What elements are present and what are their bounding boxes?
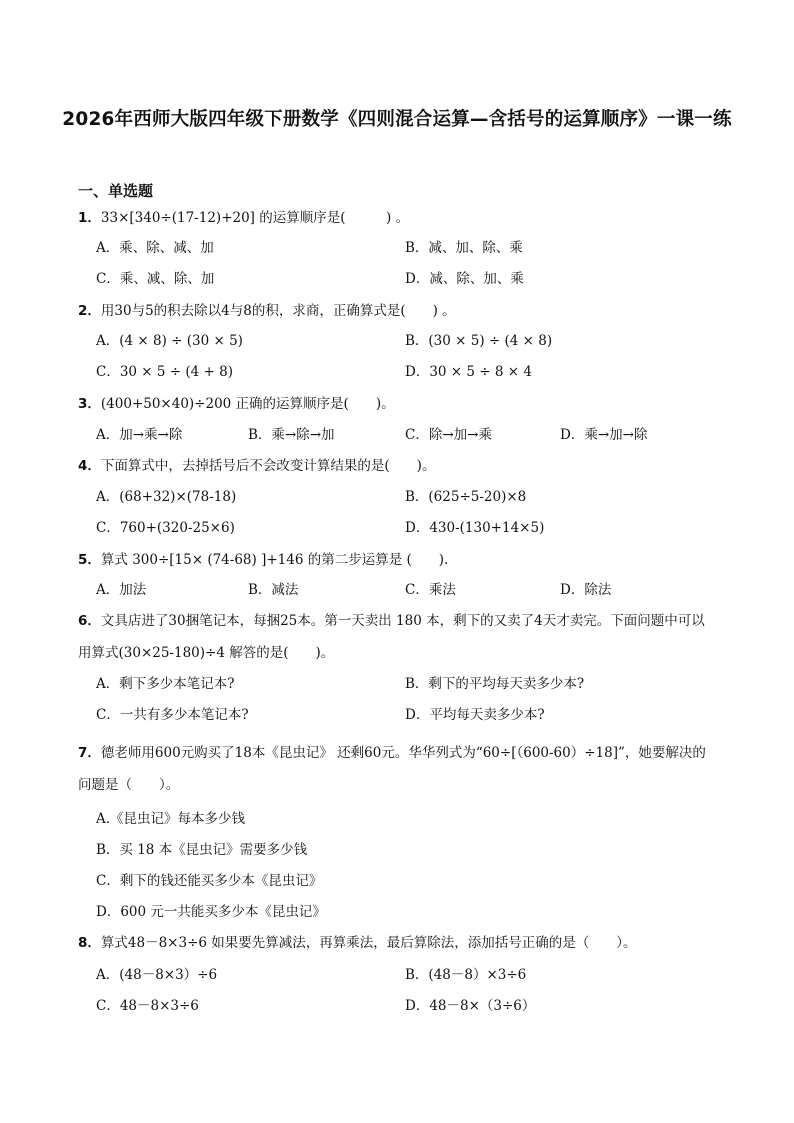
question-1 — [78, 208, 409, 228]
question-8 — [78, 933, 637, 953]
option-a[interactable]: A．(48－8×3）÷6 — [96, 967, 218, 983]
question-number: 5． — [78, 552, 101, 568]
section-heading: 一、单选题 — [78, 182, 154, 200]
question-number: 3． — [78, 396, 101, 412]
option-b[interactable]: B．(48－8）×3÷6 — [405, 967, 527, 983]
option-c[interactable]: C．30 × 5 ÷ (4 + 8) — [96, 364, 233, 380]
option-a[interactable]: A．(68+32)×(78-18) — [96, 489, 237, 505]
option-d[interactable]: D．30 × 5 ÷ 8 × 4 — [405, 364, 532, 380]
option-c[interactable]: C．48－8×3÷6 — [96, 998, 199, 1014]
option-c[interactable]: C．一共有多少本笔记本? — [96, 707, 249, 723]
option-d[interactable]: D．除法 — [560, 582, 612, 598]
option-a[interactable]: A．乘、除、减、加 — [96, 240, 214, 256]
option-a[interactable]: A．加法 — [96, 582, 147, 598]
question-5 — [78, 550, 448, 570]
question-text: 算式48－8×3÷6 如果要先算减法，再算乘法，最后算除法，添加括号正确的是（ ）。 — [100, 935, 637, 951]
option-b[interactable]: B．乘→除→加 — [248, 427, 335, 443]
option-b[interactable]: B．(30 × 5) ÷ (4 × 8) — [405, 333, 553, 349]
question-text: 算式 300÷[15× (74-68) ]+146 的第二步运算是 ( ). — [100, 552, 449, 568]
question-text: 德老师用600元购买了18本《昆虫记》 还剩60元。华华列式为“60÷[（600-60）÷18]”，她要解决的问题是（ ）。 — [78, 745, 706, 793]
question-7 — [78, 737, 718, 801]
option-c[interactable]: C．乘、减、除、加 — [96, 271, 215, 287]
option-b[interactable]: B．剩下的平均每天卖多少本? — [405, 676, 585, 692]
option-d[interactable]: D．平均每天卖多少本? — [405, 707, 545, 723]
option-a[interactable]: A．加→乘→除 — [96, 427, 183, 443]
question-3 — [78, 394, 395, 414]
question-text: 下面算式中，去掉括号后不会改变计算结果的是( )。 — [100, 458, 436, 474]
question-2 — [78, 301, 456, 321]
question-number: 2． — [78, 303, 101, 319]
option-a[interactable]: A．剩下多少本笔记本? — [96, 676, 235, 692]
question-number: 6． — [78, 613, 101, 629]
worksheet-title: 2026年西师大版四年级下册数学《四则混合运算—含括号的运算顺序》一课一练 — [62, 109, 732, 130]
option-d[interactable]: D．减、除、加、乘 — [405, 271, 524, 287]
question-number: 1． — [78, 210, 101, 226]
option-d[interactable]: D．乘→加→除 — [560, 427, 648, 443]
option-d[interactable]: D．430-(130+14×5) — [405, 520, 545, 536]
option-a[interactable]: A.《昆虫记》每本多少钱 — [96, 811, 246, 827]
question-4 — [78, 456, 435, 476]
option-d[interactable]: D．600 元一共能买多少本《昆虫记》 — [96, 904, 326, 920]
question-number: 4． — [78, 458, 101, 474]
question-number: 8． — [78, 935, 101, 951]
option-c[interactable]: C．760+(320-25×6) — [96, 520, 235, 536]
question-text: (400+50×40)÷200 正确的运算顺序是( )。 — [100, 396, 395, 412]
question-text: 用30与5的积去除以4与8的积，求商，正确算式是( ) 。 — [100, 303, 456, 319]
option-c[interactable]: C．剩下的钱还能买多少本《昆虫记》 — [96, 873, 323, 889]
option-c[interactable]: C．乘法 — [405, 582, 456, 598]
option-b[interactable]: B．买 18 本《昆虫记》需要多少钱 — [96, 842, 308, 858]
option-a[interactable]: A．(4 × 8) ÷ (30 × 5) — [96, 333, 243, 349]
question-text: 文具店进了30捆笔记本，每捆25本。第一天卖出 180 本，剩下的又卖了4天才卖完。下面问题中可以用算式(30×25-180)÷4 解答的是( )。 — [78, 613, 705, 661]
option-d[interactable]: D．48－8×（3÷6） — [405, 998, 536, 1014]
option-b[interactable]: B．(625÷5-20)×8 — [405, 489, 527, 505]
question-number: 7． — [78, 745, 101, 761]
option-b[interactable]: B．减法 — [248, 582, 299, 598]
option-c[interactable]: C．除→加→乘 — [405, 427, 492, 443]
question-6 — [78, 605, 718, 669]
question-text: 33×[340÷(17-12)+20] 的运算顺序是( ) 。 — [100, 210, 410, 226]
option-b[interactable]: B．减、加、除、乘 — [405, 240, 523, 256]
